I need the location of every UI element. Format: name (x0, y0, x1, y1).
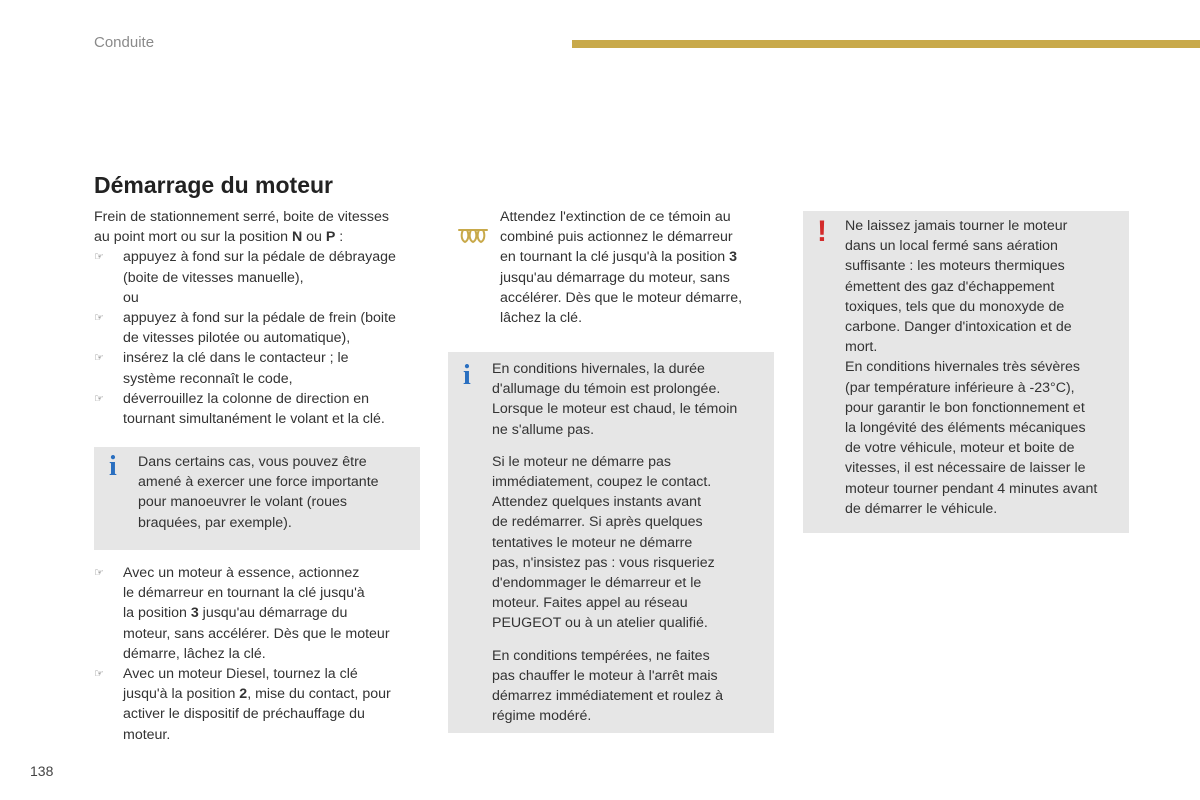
text-fragment: jusqu'au démarrage du (198, 605, 348, 622)
key-position-2: 2 (239, 686, 248, 703)
list-item-text (123, 684, 429, 704)
warning-line: (par température inférieure à -23°C), (845, 379, 1075, 396)
warning-line: émettent des gaz d'échappement (845, 278, 1055, 295)
key-position-3: 3 (729, 249, 737, 266)
glow-plug-instructions (500, 207, 770, 328)
info-line: d'allumage du témoin est prolongée. (492, 381, 721, 398)
list-item-text: tournant simultanément le volant et la clé. (123, 411, 385, 428)
info-line: de redémarrer. Si après quelques (492, 514, 703, 531)
text-line: lâchez la clé. (500, 310, 583, 327)
intro-instructions (94, 207, 429, 429)
info-line: Attendez quelques instants avant (492, 494, 702, 511)
warning-line: pour garantir le bon fonctionnement et (845, 399, 1085, 416)
paragraph (492, 452, 767, 634)
warning-line: carbone. Danger d'intoxication et de (845, 319, 1072, 336)
text-fragment: , mise du contact, pour (247, 686, 391, 703)
list-item-text: le démarreur en tournant la clé jusqu'à (123, 585, 365, 602)
info-line: moteur. Faites appel au réseau (492, 595, 688, 612)
page-number: 138 (30, 763, 54, 779)
intro-text: au point mort ou sur la position (94, 229, 292, 246)
info-line: En conditions hivernales, la durée (492, 361, 705, 377)
list-item-text: système reconnaît le code, (123, 370, 293, 387)
gear-n: N (291, 229, 303, 246)
warning-icon: ! (817, 215, 827, 248)
text-fragment: la position (123, 605, 191, 622)
info-line: ne s'allume pas. (492, 421, 595, 438)
warning-line: vitesses, il est nécessaire de laisser le (845, 460, 1086, 477)
info-line: pas, n'insistez pas : vous risqueriez (492, 554, 715, 571)
info-line: Lorsque le moteur est chaud, le témoin (492, 401, 738, 418)
info-icon: i (463, 360, 471, 391)
list-item-text: ou (123, 289, 139, 306)
info-line: d'endommager le démarreur et le (492, 575, 702, 592)
info-line: régime modéré. (492, 708, 592, 725)
list-item-text: moteur, sans accélérer. Dès que le moteur (123, 625, 390, 642)
list-item (94, 664, 429, 745)
preheating-glow-plug-icon (457, 226, 489, 246)
warning-line: la longévité des éléments mécaniques (845, 420, 1086, 437)
info-line: immédiatement, coupez le contact. (492, 474, 712, 491)
warning-line: dans un local fermé sans aération (845, 238, 1058, 255)
info-line: PEUGEOT ou à un atelier qualifié. (492, 615, 708, 632)
key-position-3: 3 (190, 605, 199, 622)
warning-line: Ne laissez jamais tourner le moteur (845, 218, 1068, 234)
list-item-text: insérez la clé dans le contacteur ; le (123, 350, 349, 367)
info-line: Dans certains cas, vous pouvez être (138, 454, 367, 470)
pointing-hand-icon: ☞ (94, 352, 104, 365)
warning-line: suffisante : les moteurs thermiques (845, 258, 1065, 275)
warning-line: En conditions hivernales très sévères (845, 359, 1081, 376)
list-item-text: démarre, lâchez la clé. (123, 645, 266, 662)
text-fragment: jusqu'à la position (123, 686, 240, 703)
info-line: pas chauffer le moteur à l'arrêt mais (492, 667, 718, 684)
pointing-hand-icon: ☞ (94, 668, 104, 681)
section-label: Conduite (94, 34, 155, 51)
info-box-winter (448, 352, 774, 733)
page-title: Démarrage du moteur (94, 172, 334, 198)
list-item-text: activer le dispositif de préchauffage du (123, 706, 365, 723)
text-fragment: en tournant la clé jusqu'à la position (500, 249, 730, 266)
info-box-text (492, 359, 767, 738)
list-item-text: de vitesses pilotée ou automatique), (123, 330, 351, 347)
engine-type-instructions (94, 563, 429, 745)
list-item (94, 563, 429, 664)
list-item-text: déverrouillez la colonne de direction en (123, 390, 370, 407)
text-line: combiné puis actionnez le démarreur (500, 229, 733, 246)
list-item-text: appuyez à fond sur la pédale de débrayage (123, 249, 396, 266)
list-item-text: appuyez à fond sur la pédale de frein (boite (123, 310, 396, 327)
list-item-text: (boite de vitesses manuelle), (123, 269, 304, 286)
info-box-text (138, 452, 413, 533)
intro-text: : (335, 229, 344, 246)
list-item-text: moteur. (123, 726, 171, 743)
pointing-hand-icon: ☞ (94, 392, 104, 405)
info-line: démarrez immédiatement et roulez à (492, 688, 724, 705)
info-line: Si le moteur ne démarre pas (492, 453, 672, 470)
intro-text: ou (302, 229, 326, 246)
list-item-text: Avec un moteur Diesel, tournez la clé (123, 666, 358, 683)
text-line: accélérer. Dès que le moteur démarre, (500, 289, 743, 306)
header-accent-bar (572, 40, 1200, 48)
warning-line: toxiques, tels que du monoxyde de (845, 298, 1065, 315)
pointing-hand-icon: ☞ (94, 251, 104, 264)
warning-line: moteur tourner pendant 4 minutes avant (845, 480, 1098, 497)
info-line: pour manoeuvrer le volant (roues (138, 494, 347, 511)
pointing-hand-icon: ☞ (94, 312, 104, 325)
info-line: braquées, par exemple). (138, 514, 292, 531)
list-item (94, 308, 429, 348)
info-line: tentatives le moteur ne démarre (492, 534, 693, 551)
info-icon: i (109, 451, 117, 482)
list-item (94, 348, 429, 388)
list-item (94, 389, 429, 429)
list-item (94, 247, 429, 308)
paragraph (492, 646, 767, 727)
text-line: jusqu'au démarrage du moteur, sans (500, 269, 730, 286)
gear-p: P (325, 229, 336, 246)
warning-line: mort. (845, 339, 878, 356)
warning-box-text (845, 216, 1127, 519)
info-box-steering (94, 447, 420, 550)
warning-line: de démarrer le véhicule. (845, 500, 998, 517)
pointing-hand-icon: ☞ (94, 567, 104, 579)
text-line: Attendez l'extinction de ce témoin au (500, 209, 731, 225)
warning-box (803, 211, 1129, 533)
intro-line: Frein de stationnement serré, boite de vitesses (94, 209, 389, 225)
paragraph (492, 359, 767, 440)
warning-line: de votre véhicule, moteur et boite de (845, 440, 1075, 457)
list-item-text (123, 603, 429, 623)
text-line (500, 247, 770, 267)
list-item-text: Avec un moteur à essence, actionnez (123, 565, 360, 581)
info-line: En conditions tempérées, ne faites (492, 647, 710, 664)
intro-line (94, 227, 429, 247)
info-line: amené à exercer une force importante (138, 474, 379, 491)
